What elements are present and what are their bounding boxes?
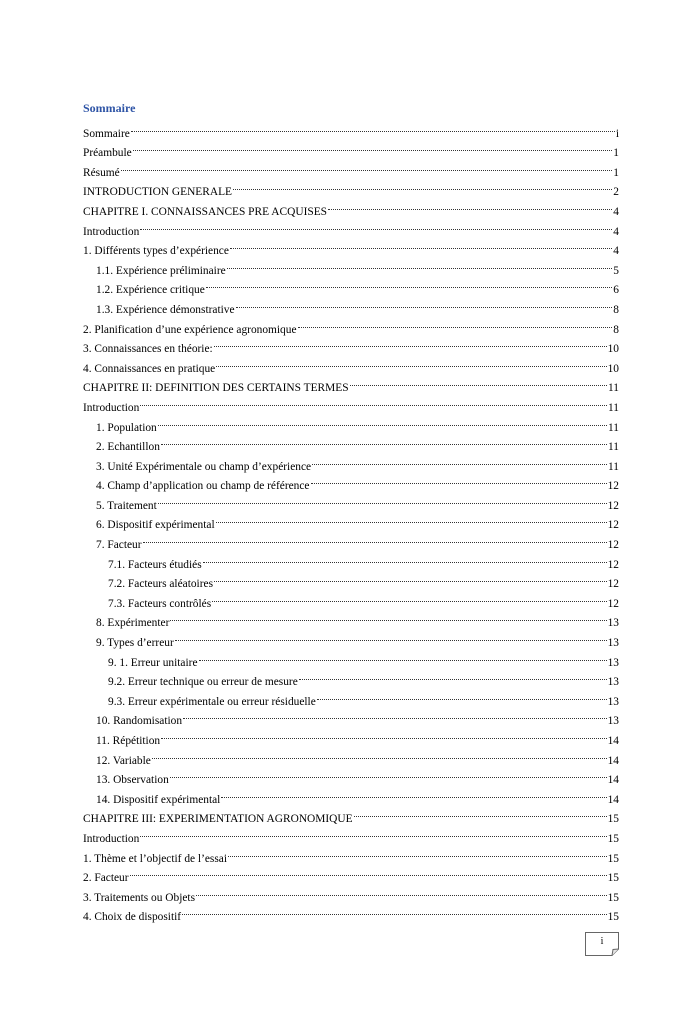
toc-entry[interactable] (83, 431, 619, 454)
toc-entry-page: 14 (607, 754, 619, 767)
toc-dot-leader (175, 626, 607, 646)
toc-dot-leader (161, 431, 607, 451)
toc-entry-page: 11 (608, 401, 619, 414)
toc-dot-leader (214, 333, 607, 353)
toc-dot-leader (131, 117, 615, 137)
toc-dot-leader (311, 470, 607, 490)
toc-entry-label: 3. Connaissances en théorie: (83, 343, 213, 356)
toc-entry[interactable] (83, 842, 619, 865)
toc-entry-label: CHAPITRE I. CONNAISSANCES PRE ACQUISES (83, 205, 327, 218)
toc-entry-label: Résumé (83, 166, 120, 179)
toc-entry[interactable] (83, 391, 619, 414)
toc-entry[interactable] (83, 235, 619, 258)
toc-entry-page: i (615, 127, 619, 140)
toc-entry-label: 2. Echantillon (96, 441, 160, 454)
toc-entry[interactable] (83, 137, 619, 160)
toc-entry-label: 2. Facteur (83, 872, 129, 885)
toc-entry-label: 3. Traitements ou Objets (83, 891, 196, 904)
toc-dot-leader (199, 646, 607, 666)
toc-entry-label: INTRODUCTION GENERALE (83, 186, 233, 199)
toc-dot-leader (236, 293, 613, 313)
toc-entry[interactable] (83, 764, 619, 787)
toc-entry-label: 7.2. Facteurs aléatoires (108, 578, 214, 591)
toc-entry-label: Introduction (83, 832, 140, 845)
toc-dot-leader (298, 313, 613, 333)
toc-dot-leader (227, 254, 613, 274)
toc-entry-label: 7. Facteur (96, 539, 142, 552)
toc-dot-leader (216, 509, 607, 529)
page-number-box (585, 932, 619, 956)
toc-entry-label: Introduction (83, 225, 140, 238)
toc-entry-page: 1 (613, 166, 619, 179)
toc-entry-label: 4. Champ d’application ou champ de référence (96, 480, 310, 493)
toc-entry-page: 10 (607, 343, 619, 356)
toc-dot-leader (299, 666, 607, 686)
toc-entry-page: 13 (607, 676, 619, 689)
toc-heading: Sommaire (83, 101, 136, 115)
toc-entry[interactable] (83, 548, 619, 571)
toc-entry-page: 12 (607, 558, 619, 571)
toc-entry-label: Sommaire (83, 127, 130, 140)
toc-entry[interactable] (83, 156, 619, 179)
toc-entry-label: 8. Expérimenter (96, 617, 170, 630)
toc-entry-label: 10. Randomisation (96, 715, 183, 728)
toc-entry-page: 11 (608, 382, 619, 395)
toc-entry-page: 14 (607, 774, 619, 787)
toc-entry[interactable] (83, 489, 619, 512)
toc-dot-leader (183, 705, 607, 725)
toc-entry-label: 9.3. Erreur expérimentale ou erreur résiduelle (108, 695, 316, 708)
toc-entry-page: 4 (613, 245, 619, 258)
toc-entry[interactable] (83, 509, 619, 532)
table-of-contents (83, 101, 619, 924)
toc-entry-label: 14. Dispositif expérimental (96, 793, 221, 806)
toc-entry-page: 13 (607, 637, 619, 650)
toc-entry-page: 2 (613, 186, 619, 199)
toc-entry-page: 15 (607, 872, 619, 885)
toc-entry[interactable] (83, 117, 619, 140)
toc-entry-label: 4. Choix de dispositif (83, 911, 182, 924)
toc-dot-leader (182, 901, 607, 921)
toc-entry-page: 4 (613, 225, 619, 238)
toc-entry-label: CHAPITRE II: DEFINITION DES CERTAINS TERMES (83, 382, 349, 395)
toc-entry-label: 1. Thème et l’objectif de l’essai (83, 852, 228, 865)
toc-dot-leader (212, 587, 606, 607)
toc-entry-page: 11 (608, 460, 619, 473)
toc-entry-label: 4. Connaissances en pratique (83, 362, 216, 375)
toc-entry-label: 12. Variable (96, 754, 151, 767)
toc-entry-page: 15 (607, 832, 619, 845)
toc-dot-leader (196, 881, 607, 901)
toc-entry[interactable] (83, 822, 619, 845)
toc-entry-page: 11 (608, 421, 619, 434)
toc-entry-label: 9. 1. Erreur unitaire (108, 656, 198, 669)
toc-entry-page: 15 (607, 891, 619, 904)
toc-list (83, 117, 619, 924)
toc-entry-label: 2. Planification d’une expérience agronomique (83, 323, 297, 336)
toc-dot-leader (170, 764, 607, 784)
toc-dot-leader (140, 215, 612, 235)
toc-dot-leader (317, 685, 607, 705)
toc-entry-label: 1.2. Expérience critique (96, 284, 205, 297)
toc-entry[interactable] (83, 411, 619, 434)
toc-entry[interactable] (83, 528, 619, 552)
toc-entry-page: 14 (607, 735, 619, 747)
toc-entry-page: 12 (607, 597, 619, 610)
toc-entry-label: 1. Différents types d’expérience (83, 245, 229, 258)
toc-entry-page: 15 (607, 813, 619, 826)
toc-dot-leader (350, 372, 607, 392)
toc-entry-page: 13 (607, 656, 619, 669)
toc-dot-leader (152, 744, 607, 764)
toc-dot-leader (233, 176, 612, 196)
toc-entry-page: 11 (608, 441, 619, 454)
toc-entry-page: 12 (607, 578, 619, 591)
toc-dot-leader (354, 803, 607, 823)
toc-dot-leader (121, 156, 613, 176)
toc-entry-label: 13. Observation (96, 774, 169, 787)
toc-entry[interactable] (83, 744, 619, 767)
toc-entry-page: 13 (607, 695, 619, 708)
toc-entry-label: Préambule (83, 147, 132, 160)
toc-entry[interactable] (83, 176, 619, 199)
toc-dot-leader (328, 195, 612, 215)
toc-entry-page: 4 (613, 205, 619, 218)
toc-entry-label: 1.3. Expérience démonstrative (96, 303, 235, 316)
toc-dot-leader (143, 528, 607, 548)
toc-dot-leader (158, 489, 607, 509)
toc-entry[interactable] (83, 215, 619, 238)
toc-entry-label: 11. Répétition (96, 735, 161, 747)
toc-entry-page: 8 (613, 303, 619, 316)
toc-entry-label: 1.1. Expérience préliminaire (96, 264, 226, 277)
toc-dot-leader (230, 235, 612, 255)
toc-entry-page: 15 (607, 852, 619, 865)
toc-dot-leader (140, 822, 606, 842)
toc-entry-page: 13 (607, 715, 619, 728)
toc-entry-label: 3. Unité Expérimentale ou champ d’expérience (96, 460, 312, 473)
toc-dot-leader (158, 411, 607, 431)
toc-dot-leader (140, 391, 607, 411)
toc-entry-page: 10 (607, 362, 619, 375)
toc-dot-leader (312, 450, 607, 470)
toc-dot-leader (228, 842, 607, 862)
toc-entry-label: 9.2. Erreur technique ou erreur de mesure (108, 676, 298, 689)
toc-entry-label: 5. Traitement (96, 499, 157, 512)
toc-dot-leader (206, 274, 613, 294)
toc-entry-label: 9. Types d’erreur (96, 637, 174, 650)
toc-entry[interactable] (83, 450, 619, 473)
toc-entry-page: 12 (607, 480, 619, 493)
toc-dot-leader (214, 568, 607, 588)
page-number: i (600, 936, 604, 947)
toc-entry-label: Introduction (83, 401, 140, 414)
toc-entry-page: 15 (607, 911, 619, 924)
toc-dot-leader (161, 724, 606, 744)
toc-entry-page: 5 (613, 264, 619, 277)
toc-entry-page: 1 (613, 147, 619, 160)
toc-entry-page: 6 (613, 284, 619, 297)
toc-dot-leader (221, 783, 606, 803)
toc-entry-label: 7.3. Facteurs contrôlés (108, 597, 212, 610)
toc-entry-label: 1. Population (96, 421, 157, 434)
toc-dot-leader (170, 607, 606, 627)
toc-entry-page: 14 (607, 793, 619, 806)
toc-dot-leader (216, 352, 606, 372)
toc-entry[interactable] (83, 881, 619, 904)
toc-dot-leader (133, 137, 613, 157)
toc-entry-page: 12 (607, 499, 619, 512)
toc-entry[interactable] (83, 862, 619, 885)
toc-dot-leader (130, 862, 607, 882)
toc-entry-label: 6. Dispositif expérimental (96, 519, 215, 532)
toc-entry-label: 7.1. Facteurs étudiés (108, 558, 202, 571)
toc-dot-leader (203, 548, 607, 568)
toc-entry-page: 8 (613, 323, 619, 336)
toc-entry-page: 12 (607, 519, 619, 532)
toc-entry-page: 13 (607, 617, 619, 630)
toc-entry[interactable] (83, 724, 619, 747)
toc-entry-label: CHAPITRE III: EXPERIMENTATION AGRONOMIQUE (83, 813, 353, 826)
toc-entry-page: 12 (607, 539, 619, 552)
